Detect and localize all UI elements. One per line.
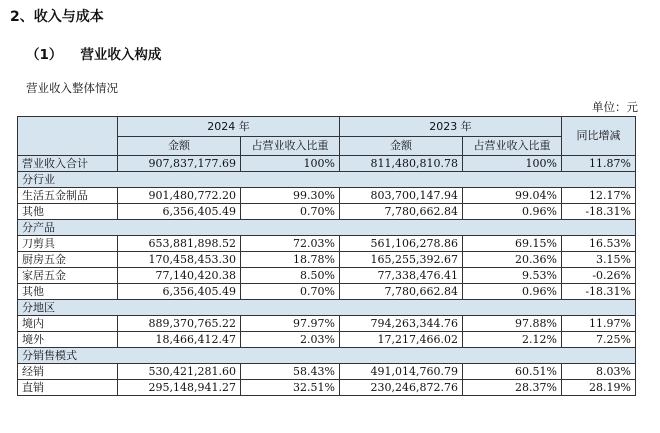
yoy-change: 28.19% (562, 380, 636, 396)
header-blank-cell (18, 117, 118, 156)
yoy-change: 7.25% (562, 332, 636, 348)
ratio-2023: 28.37% (463, 380, 562, 396)
table-body (18, 156, 636, 396)
header-amount-2024: 金额 (118, 137, 241, 156)
amount-2023: 7,780,662.84 (340, 204, 463, 220)
section-label: 分行业 (18, 172, 636, 188)
ratio-2023: 9.53% (463, 268, 562, 284)
amount-2023: 165,255,392.67 (340, 252, 463, 268)
table-row (18, 204, 636, 220)
ratio-2024: 58.43% (241, 364, 340, 380)
header-amount-2023: 金额 (340, 137, 463, 156)
table-row (18, 380, 636, 396)
total-row (18, 156, 636, 172)
yoy-change: 3.15% (562, 252, 636, 268)
row-label: 其他 (18, 204, 118, 220)
ratio-2024: 32.51% (241, 380, 340, 396)
amount-2023: 561,106,278.86 (340, 236, 463, 252)
ratio-2024: 18.78% (241, 252, 340, 268)
amount-2023: 491,014,760.79 (340, 364, 463, 380)
ratio-2023: 0.96% (463, 204, 562, 220)
header-ratio-2023: 占营业收入比重 (463, 137, 562, 156)
ratio-2023: 100% (463, 156, 562, 172)
amount-2024: 530,421,281.60 (118, 364, 241, 380)
table-row (18, 364, 636, 380)
revenue-table (17, 116, 636, 396)
yoy-change: -18.31% (562, 204, 636, 220)
row-label: 刀剪具 (18, 236, 118, 252)
ratio-2023: 60.51% (463, 364, 562, 380)
yoy-change: -18.31% (562, 284, 636, 300)
table-row (18, 252, 636, 268)
section-label: 分地区 (18, 300, 636, 316)
header-yoy: 同比增减 (562, 117, 636, 156)
ratio-2023: 99.04% (463, 188, 562, 204)
ratio-2023: 97.88% (463, 316, 562, 332)
amount-2023: 17,217,466.02 (340, 332, 463, 348)
table-row (18, 284, 636, 300)
table-row (18, 236, 636, 252)
amount-2024: 6,356,405.49 (118, 284, 241, 300)
amount-2023: 230,246,872.76 (340, 380, 463, 396)
section-label: 分销售模式 (18, 348, 636, 364)
ratio-2024: 99.30% (241, 188, 340, 204)
section-row (18, 300, 636, 316)
amount-2024: 77,140,420.38 (118, 268, 241, 284)
section-row (18, 172, 636, 188)
table-row (18, 316, 636, 332)
yoy-change: 11.87% (562, 156, 636, 172)
amount-2024: 653,881,898.52 (118, 236, 241, 252)
table-row (18, 188, 636, 204)
section-title: 2、收入与成本 (10, 9, 104, 25)
row-label: 生活五金制品 (18, 188, 118, 204)
amount-2023: 794,263,344.76 (340, 316, 463, 332)
ratio-2024: 0.70% (241, 204, 340, 220)
row-label: 境内 (18, 316, 118, 332)
amount-2023: 803,700,147.94 (340, 188, 463, 204)
amount-2024: 18,466,412.47 (118, 332, 241, 348)
ratio-2024: 100% (241, 156, 340, 172)
table-row (18, 268, 636, 284)
section-row (18, 348, 636, 364)
header-year-2024: 2024 年 (118, 117, 340, 137)
subsection-number: （1） (26, 47, 63, 63)
row-label: 营业收入合计 (18, 156, 118, 172)
header-ratio-2024: 占营业收入比重 (241, 137, 340, 156)
amount-2024: 889,370,765.22 (118, 316, 241, 332)
ratio-2024: 0.70% (241, 284, 340, 300)
amount-2023: 77,338,476.41 (340, 268, 463, 284)
ratio-2023: 69.15% (463, 236, 562, 252)
ratio-2024: 72.03% (241, 236, 340, 252)
yoy-change: 8.03% (562, 364, 636, 380)
ratio-2023: 20.36% (463, 252, 562, 268)
ratio-2024: 97.97% (241, 316, 340, 332)
yoy-change: 16.53% (562, 236, 636, 252)
amount-2023: 7,780,662.84 (340, 284, 463, 300)
unit-label: 单位：元 (592, 100, 638, 114)
row-label: 其他 (18, 284, 118, 300)
amount-2024: 170,458,453.30 (118, 252, 241, 268)
table-row (18, 332, 636, 348)
header-year-2023: 2023 年 (340, 117, 562, 137)
ratio-2023: 0.96% (463, 284, 562, 300)
row-label: 家居五金 (18, 268, 118, 284)
row-label: 厨房五金 (18, 252, 118, 268)
amount-2023: 811,480,810.78 (340, 156, 463, 172)
row-label: 经销 (18, 364, 118, 380)
subsection-title: 营业收入构成 (80, 47, 162, 63)
row-label: 境外 (18, 332, 118, 348)
table-caption: 营业收入整体情况 (26, 81, 118, 95)
yoy-change: 11.97% (562, 316, 636, 332)
amount-2024: 907,837,177.69 (118, 156, 241, 172)
ratio-2023: 2.12% (463, 332, 562, 348)
yoy-change: 12.17% (562, 188, 636, 204)
ratio-2024: 8.50% (241, 268, 340, 284)
amount-2024: 6,356,405.49 (118, 204, 241, 220)
amount-2024: 901,480,772.20 (118, 188, 241, 204)
ratio-2024: 2.03% (241, 332, 340, 348)
subsection-heading (26, 43, 161, 63)
amount-2024: 295,148,941.27 (118, 380, 241, 396)
section-label: 分产品 (18, 220, 636, 236)
section-row (18, 220, 636, 236)
yoy-change: -0.26% (562, 268, 636, 284)
row-label: 直销 (18, 380, 118, 396)
